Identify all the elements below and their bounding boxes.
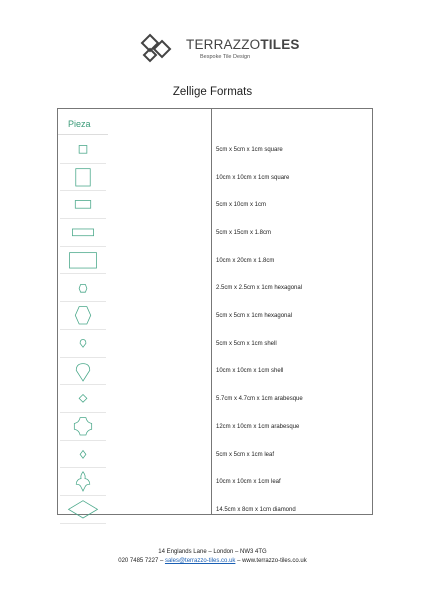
format-label: 5.7cm x 4.7cm x 1cm arabesque	[216, 396, 303, 403]
rect-small-tile-icon	[60, 191, 106, 218]
format-label: 10cm x 10cm x 1cm shell	[216, 368, 284, 375]
hexagon-large-tile-icon	[60, 302, 106, 329]
format-label: 10cm x 20cm x 1.8cm	[216, 257, 275, 264]
tile-shape-cell	[60, 191, 106, 219]
rect-long-tile-icon	[60, 219, 106, 246]
table-row	[58, 219, 374, 247]
table-row	[58, 247, 374, 275]
square-large-tile-icon	[60, 164, 106, 191]
logo-diamonds-icon	[138, 31, 174, 67]
table-row	[58, 302, 374, 330]
format-label: 5cm x 10cm x 1cm	[216, 202, 267, 209]
table-row	[58, 330, 374, 358]
footer-email-link[interactable]: sales@terrazzo-tiles.co.uk	[164, 558, 236, 564]
shell-small-tile-icon	[60, 330, 106, 357]
tagline: Bespoke Tile Design	[200, 54, 251, 60]
page-title: Zellige Formats	[172, 86, 253, 98]
table-row	[58, 385, 374, 413]
tile-shape-cell	[60, 358, 106, 386]
format-label: 5cm x 15cm x 1.8cm	[216, 229, 272, 236]
hexagon-small-tile-icon	[60, 275, 106, 302]
logo	[138, 31, 300, 67]
format-label: 2.5cm x 2.5cm x 1cm hexagonal	[216, 285, 303, 292]
table-row	[58, 496, 374, 524]
leaf-large-tile-icon	[60, 468, 106, 495]
table-row	[58, 413, 374, 441]
tile-shape-cell	[60, 496, 106, 524]
tile-shape-cell	[60, 219, 106, 247]
leaf-small-tile-icon	[60, 441, 106, 468]
tile-shape-cell	[60, 275, 106, 303]
arabesque-large-tile-icon	[60, 413, 106, 440]
table-row	[58, 136, 374, 164]
format-label: 14.5cm x 8cm x 1cm diamond	[216, 506, 296, 513]
brand-part-2: TILES	[260, 37, 300, 52]
tile-shape-cell	[60, 136, 106, 164]
format-label: 5cm x 5cm x 1cm leaf	[216, 451, 275, 458]
table-row	[58, 191, 374, 219]
brand-name	[186, 37, 300, 52]
format-label: 10cm x 10cm x 1cm square	[216, 174, 290, 181]
footer-phone: 020 7485 7227 –	[118, 558, 165, 564]
tile-shape-cell	[60, 385, 106, 413]
table-row	[58, 275, 374, 303]
header-rule	[58, 134, 108, 135]
tile-shape-cell	[60, 330, 106, 358]
brand-part-1: TERRAZZO	[186, 37, 261, 52]
format-label: 5cm x 5cm x 1cm square	[216, 146, 283, 153]
footer-address: 14 Englands Lane – London – NW3 4TG	[158, 549, 267, 555]
footer-contact	[0, 558, 425, 564]
table-row	[58, 468, 374, 496]
tile-shape-cell	[60, 468, 106, 496]
rect-large-tile-icon	[60, 247, 106, 274]
tile-shape-cell	[60, 413, 106, 441]
format-label: 10cm x 10cm x 1cm leaf	[216, 479, 281, 486]
formats-table	[57, 108, 373, 515]
shell-large-tile-icon	[60, 358, 106, 385]
tile-shape-cell	[60, 441, 106, 469]
format-label: 5cm x 5cm x 1cm hexagonal	[216, 313, 293, 320]
diamond-tile-icon	[60, 496, 106, 523]
table-row	[58, 164, 374, 192]
tile-shape-cell	[60, 247, 106, 275]
table-row	[58, 441, 374, 469]
format-label: 12cm x 10cm x 1cm arabesque	[216, 423, 300, 430]
table-row	[58, 358, 374, 386]
format-label: 5cm x 5cm x 1cm shell	[216, 340, 277, 347]
tile-shape-cell	[60, 164, 106, 192]
square-small-tile-icon	[60, 136, 106, 163]
tile-shape-cell	[60, 302, 106, 330]
footer-website: – www.terrazzo-tiles.co.uk	[235, 558, 307, 564]
arabesque-small-tile-icon	[60, 385, 106, 412]
column-header-pieza: Pieza	[68, 119, 91, 129]
